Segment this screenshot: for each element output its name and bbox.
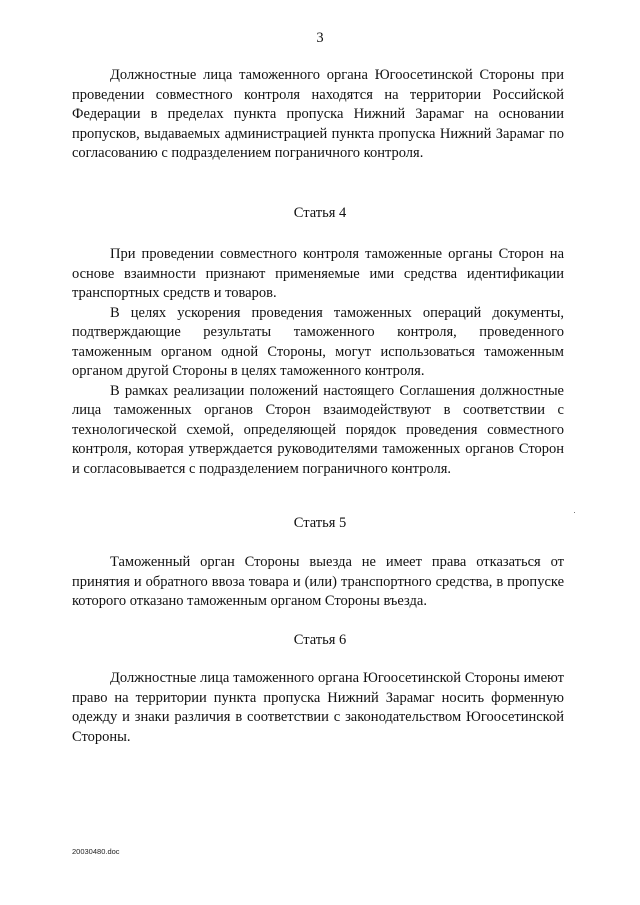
article-6-heading: Статья 6 — [293, 632, 347, 648]
article-5-paragraph-1: Таможенный орган Стороны выезда не имеет права отказаться от принятия и обратного ввоза товара и (или) транспортного средства, в пропуске которого отказано таможенным органом Стороны въезда. — [72, 554, 564, 609]
article-4-paragraph-1: При проведении совместного контроля таможенные органы Сторон на основе взаимности признают применяемые ими средства идентификации транспортных средств и товаров. — [72, 246, 564, 301]
article-5-block — [72, 553, 564, 612]
intro-paragraph: Должностные лица таможенного органа Югоосетинской Стороны при проведении совместного контроля находятся на территории Российской Федерации в пределах пункта пропуска Нижний Зарамаг на основании пропусков, выдаваемых администрацией пункта пропуска Нижний Зарамаг по согласованию с подразделением пограничного контроля. — [72, 67, 564, 161]
article-4-paragraph-3: В рамках реализации положений настоящего Соглашения должностные лица таможенных органов Сторон взаимодействуют в соответствии с технологической схемой, определяющей порядок проведения совместного контроля, которая утверждается руководителями таможенных органов Сторон и согласовывается с подразделением пограничного контроля. — [72, 382, 564, 477]
intro-block — [72, 66, 564, 164]
article-4-block — [72, 245, 564, 479]
article-6-block — [72, 669, 564, 747]
article-4-paragraph-2: В целях ускорения проведения таможенных операций документы, подтверждающие результаты таможенного контроля, проведенного таможенным органом одной Стороны, могут использоваться таможенным органом другой Стороны в целях таможенного контроля. — [72, 304, 564, 379]
article-4-heading: Статья 4 — [293, 205, 347, 221]
document-file-id: 20030480.doc — [72, 847, 120, 856]
article-5-heading: Статья 5 — [293, 515, 347, 531]
page-number: 3 — [316, 30, 324, 46]
article-6-paragraph-1: Должностные лица таможенного органа Югоосетинской Стороны имеют право на территории пункта пропуска Нижний Зарамаг носить форменную одежду и знаки различия в соответствии с законодательством Югоосетинской Стороны. — [72, 670, 564, 745]
scan-speck — [574, 512, 575, 513]
